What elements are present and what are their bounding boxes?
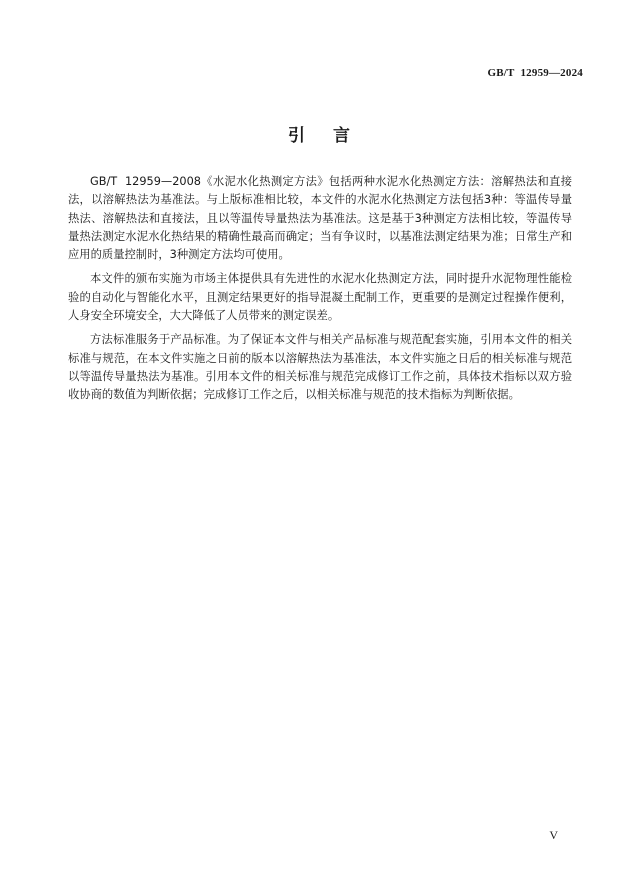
body-text	[68, 173, 572, 411]
paragraph-2: 本文件的颁布实施为市场主体提供具有先进性的水泥水化热测定方法，同时提升水泥物理性能检验的自动化与智能化水平，且测定结果更好的指导混凝土配制工作，更重要的是测定过程操作便利，人身安全环境安全，大大降低了人员带来的测定误差。	[68, 272, 572, 323]
standard-number: GB/T 12959—2024	[487, 67, 583, 79]
paragraph-3: 方法标准服务于产品标准。为了保证本文件与相关产品标准与规范配套实施，引用本文件的相关标准与规范，在本文件实施之日前的版本以溶解热法为基准法，本文件实施之日后的相关标准与规范以等温传导量热法为基准。引用本文件的相关标准与规范完成修订工作之前，具体技术指标以双方验收协商的数值为判断依据；完成修订工作之后，以相关标准与规范的技术指标为判断依据。	[68, 333, 572, 402]
page-title: 引言	[288, 126, 378, 146]
page-number: V	[549, 828, 558, 842]
paragraph-1: GB/T 12959—2008《水泥水化热测定方法》包括两种水泥水化热测定方法：溶解热法和直接法，以溶解热法为基准法。与上版标准相比较，本文件的水泥水化热测定方法包括3种：等温传导量热法、溶解热法和直接法，且以等温传导量热法为基准法。这是基于3种测定方法相比较，等温传导量热法测定水泥水化热结果的精确性最高而确定；当有争议时，以基准法测定结果为准；日常生产和应用的质量控制时，3种测定方法均可使用。	[68, 175, 572, 262]
